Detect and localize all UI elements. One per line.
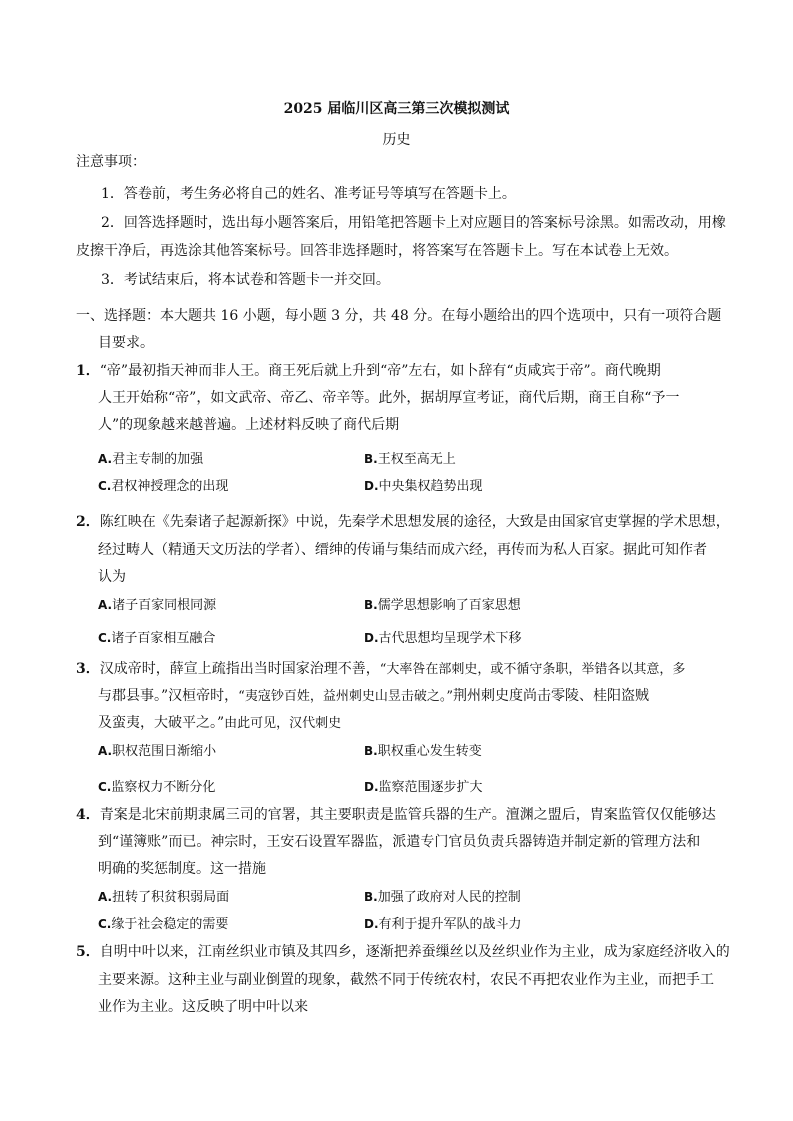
option-a[interactable]: A.职权范围日渐缩小 <box>98 744 217 759</box>
option-c[interactable]: C.缘于社会稳定的需要 <box>98 917 229 932</box>
option-b[interactable]: B.加强了政府对人民的控制 <box>364 890 521 905</box>
question-5-line-3: 业作为主业。这反映了明中叶以来 <box>98 999 308 1015</box>
section-header: 一、选择题：本大题共 16 小题，每小题 3 分，共 48 分。在每小题给出的四个选项中，只有一项符合题 <box>76 308 722 324</box>
question-number: 5． <box>76 944 100 960</box>
exam-subject: 历史 <box>382 132 411 148</box>
question-quote: “大率咎在部刺史，或不循守条职，举错各以其意，多 <box>379 662 686 677</box>
option-c[interactable]: C.君权神授理念的出现 <box>98 479 229 494</box>
question-2-line-3: 认为 <box>98 569 126 585</box>
option-d[interactable]: D.中央集权趋势出现 <box>364 479 483 494</box>
option-b[interactable]: B.王权至高无上 <box>364 452 456 467</box>
question-number: 2． <box>76 514 100 530</box>
notice-heading: 注意事项： <box>76 154 146 170</box>
question-number: 4． <box>76 807 100 823</box>
exam-title: 2025 届临川区高三第三次模拟测试 <box>283 101 510 117</box>
question-number: 1． <box>76 363 100 379</box>
option-c[interactable]: C.监察权力不断分化 <box>98 780 216 795</box>
option-b[interactable]: B.职权重心发生转变 <box>364 744 482 759</box>
question-text: 汉成帝时，薛宣上疏指出当时国家治理不善， <box>99 661 380 677</box>
notice-item-3: 3．考试结束后，将本试卷和答题卡一并交回。 <box>101 272 390 288</box>
question-text: 陈红映在《先秦诸子起源新探》中说，先秦学术思想发展的途径，大致是由国家官吏掌握的学术思想， <box>99 514 730 530</box>
question-4-line-2: 到“谨簿账”而已。神宗时，王安石设置军器监，派遣专门官员负责兵器铸造并制定新的管理方法和 <box>98 834 701 850</box>
option-b[interactable]: B.儒学思想影响了百家思想 <box>364 598 521 613</box>
question-1 <box>76 361 661 381</box>
question-3-line-2: 与郡县事。”汉桓帝时，“夷寇钞百姓，益州刺史山昱击破之。”荆州刺史度尚击零陵、桂阳盗贼 <box>98 688 649 704</box>
option-a[interactable]: A.君主专制的加强 <box>98 452 204 467</box>
question-2-line-2: 经过畴人（精通天文历法的学者）、缙绅的传诵与集结而成六经，再传而为私人百家。据此可知作者 <box>98 542 707 558</box>
question-text: 青案是北宋前期隶属三司的官署，其主要职责是监管兵器的生产。澶渊之盟后，胄案监管仅仅能够达 <box>99 807 716 823</box>
section-header-cont: 目要求。 <box>98 335 154 351</box>
question-4 <box>76 805 716 825</box>
question-5-line-2: 主要来源。这种主业与副业倒置的现象，截然不同于传统农村，农民不再把农业作为主业，而把手工 <box>98 972 714 988</box>
question-2 <box>76 512 730 532</box>
option-a[interactable]: A.诸子百家同根同源 <box>98 598 217 613</box>
question-1-line-2: 人王开始称“帝”，如文武帝、帝乙、帝辛等。此外，据胡厚宣考证，商代后期，商王自称“予一 <box>98 390 680 406</box>
question-3 <box>76 659 685 680</box>
notice-item-1: 1．答卷前，考生务必将自己的姓名、准考证号等填写在答题卡上。 <box>101 186 516 202</box>
option-d[interactable]: D.有利于提升军队的战斗力 <box>364 917 522 932</box>
notice-item-2: 2．回答选择题时，选出每小题答案后，用铅笔把答题卡上对应题目的答案标号涂黑。如需改动，用橡 <box>101 215 726 231</box>
question-quote: 由此可见，汉代刺史 <box>224 716 342 731</box>
option-d[interactable]: D.古代思想均呈现学术下移 <box>364 631 522 646</box>
option-d[interactable]: D.监察范围逐步扩大 <box>364 780 483 795</box>
notice-item-2-cont: 皮擦干净后，再选涂其他答案标号。回答非选择题时，将答案写在答题卡上。写在本试卷上无效。 <box>76 243 678 259</box>
question-text: 自明中叶以来，江南丝织业市镇及其四乡，逐渐把养蚕缫丝以及丝织业作为主业，成为家庭经济收入的 <box>99 944 730 960</box>
question-3-line-3: 及蛮夷，大破平之。”由此可见，汉代刺史 <box>98 715 342 731</box>
option-a[interactable]: A.扭转了积贫积弱局面 <box>98 890 230 905</box>
question-5 <box>76 942 730 962</box>
question-quote: “夷寇钞百姓，益州刺史山昱击破之。” <box>238 689 453 704</box>
question-1-line-3: 人”的现象越来越普遍。上述材料反映了商代后期 <box>98 417 400 433</box>
question-number: 3． <box>76 661 100 677</box>
question-4-line-3: 明确的奖惩制度。这一措施 <box>98 861 266 877</box>
option-c[interactable]: C.诸子百家相互融合 <box>98 631 216 646</box>
question-text: “帝”最初指天神而非人王。商王死后就上升到“帝”左右，如卜辞有“贞咸宾于帝”。商代晚期 <box>99 363 661 379</box>
